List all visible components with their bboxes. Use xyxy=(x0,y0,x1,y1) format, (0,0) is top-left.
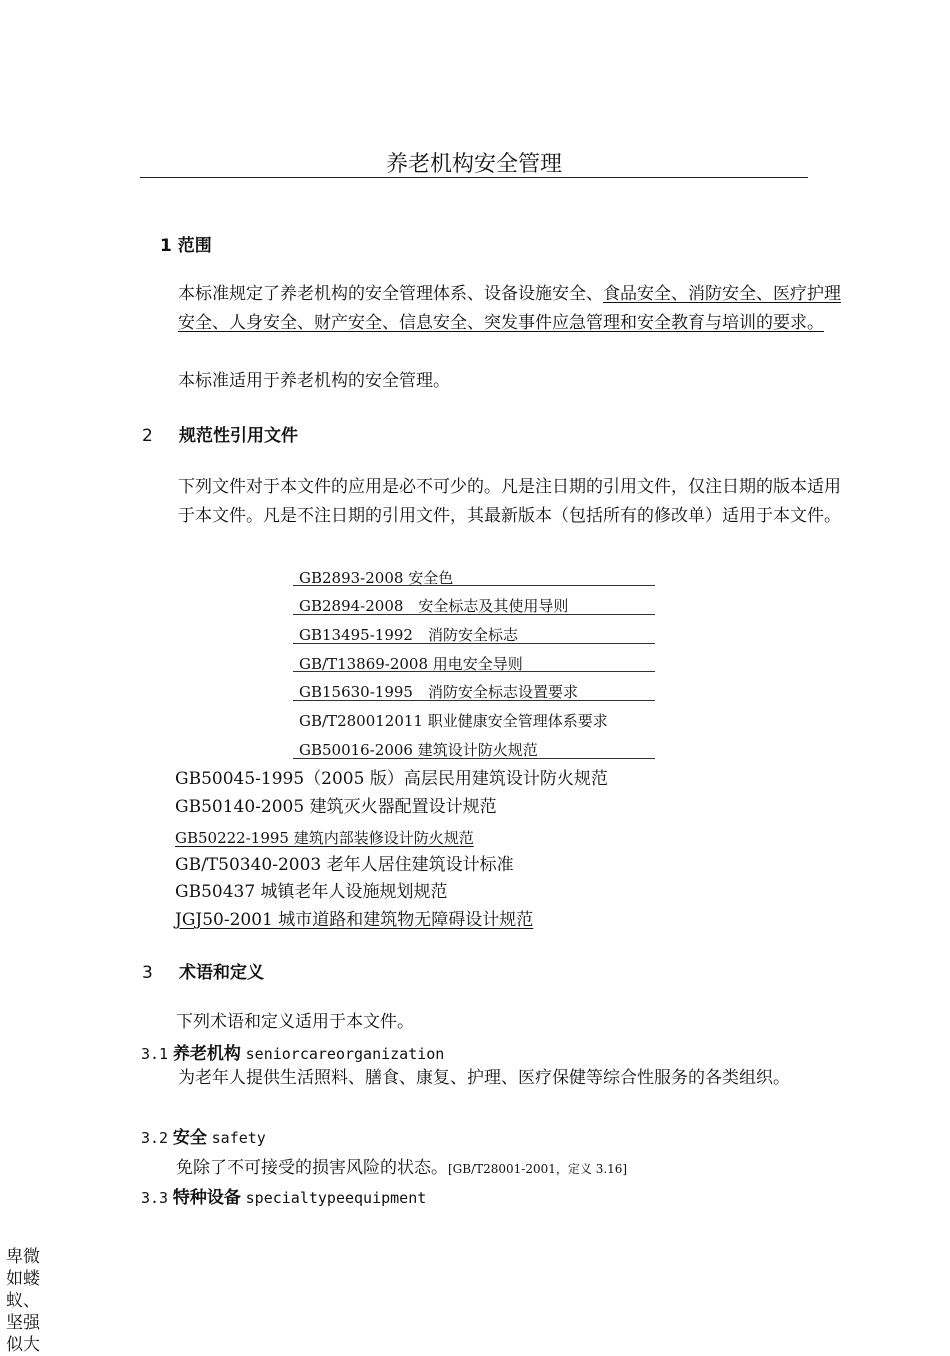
section-2-paragraph: 下列文件对于本文件的应用是必不可少的。凡是注日期的引用文件，仅注日期的版本适用于本文件。凡是不注日期的引用文件，其最新版本（包括所有的修改单）适用于本文件。 xyxy=(178,477,841,526)
ref-item: GB13495-1992 消防安全标志 xyxy=(299,626,518,644)
ref-rule xyxy=(293,700,655,701)
term-number: 3.3 xyxy=(141,1189,169,1207)
section-1-paragraph-2: 本标准适用于养老机构的安全管理。 xyxy=(178,371,450,391)
section-3-title: 术语和定义 xyxy=(179,963,264,983)
ref-rule xyxy=(293,585,655,586)
term-name-en: specialtypeequipment xyxy=(245,1189,427,1207)
ref-rule xyxy=(293,643,655,644)
term-heading xyxy=(141,1039,444,1064)
section-3-number: 3 xyxy=(142,963,153,983)
ref-item: GB50140-2005 建筑灭火器配置设计规范 xyxy=(175,797,497,817)
page-title: 养老机构安全管理 xyxy=(385,152,562,177)
side-note: 卑微如蝼蚁、坚强似大 xyxy=(6,1247,40,1355)
ref-item: GB15630-1995 消防安全标志设置要求 xyxy=(299,683,578,701)
ref-rule xyxy=(293,614,655,615)
ref-rule xyxy=(293,671,655,672)
term-name-cn: 养老机构 xyxy=(172,1044,241,1064)
ref-item: GB/T50340-2003 老年人居住建筑设计标准 xyxy=(175,855,514,875)
term-definition: 为老年人提供生活照料、膳食、康复、护理、医疗保健等综合性服务的各类组织。 xyxy=(178,1068,790,1088)
term-name-en: seniorcareorganization xyxy=(245,1045,445,1063)
term-definition xyxy=(176,1154,627,1184)
ref-item: GB50045-1995（2005 版）高层民用建筑设计防火规范 xyxy=(175,769,608,789)
term-name-cn: 安全 xyxy=(172,1128,207,1148)
scope-text-underlined: 食品安全、消防安全、医疗护理安全、人身安全、财产安全、信息安全、突发事件应急管理和安全教育与培训的要求。 xyxy=(178,284,841,333)
section-3-heading xyxy=(142,958,264,983)
ref-item: GB50222-1995 建筑内部装修设计防火规范 xyxy=(175,829,474,847)
ref-item: GB/T13869-2008 用电安全导则 xyxy=(299,655,523,673)
term-number: 3.1 xyxy=(141,1045,169,1063)
ref-item: GB2893-2008 安全色 xyxy=(299,569,454,587)
term-definition-text: 免除了不可接受的损害风险的状态。 xyxy=(176,1158,448,1178)
term-number: 3.2 xyxy=(141,1129,169,1147)
title-underline xyxy=(140,177,808,178)
section-2-heading xyxy=(142,421,298,446)
ref-item: GB2894-2008 安全标志及其使用导则 xyxy=(299,597,569,615)
ref-item: JGJ50-2001 城市道路和建筑物无障碍设计规范 xyxy=(175,910,534,930)
section-1-heading: 1 范围 xyxy=(160,236,212,256)
section-3-intro: 下列术语和定义适用于本文件。 xyxy=(176,1012,414,1032)
term-citation: [GB/T28001-2001，定义 3.16] xyxy=(448,1162,628,1176)
term-name-cn: 特种设备 xyxy=(172,1188,241,1208)
term-name-en: safety xyxy=(211,1129,266,1147)
ref-item: GB/T280012011 职业健康安全管理体系要求 xyxy=(299,712,608,730)
section-2-title: 规范性引用文件 xyxy=(179,426,298,446)
ref-item: GB50437 城镇老年人设施规划规范 xyxy=(175,882,448,902)
ref-rule xyxy=(293,758,655,759)
term-heading xyxy=(141,1183,426,1208)
scope-text: 本标准规定了养老机构的安全管理体系、设备设施安全、 xyxy=(178,284,603,304)
section-1-paragraph-1 xyxy=(140,280,846,337)
term-heading xyxy=(141,1123,266,1148)
section-2-number: 2 xyxy=(142,426,153,446)
ref-item: GB50016-2006 建筑设计防火规范 xyxy=(299,741,538,759)
